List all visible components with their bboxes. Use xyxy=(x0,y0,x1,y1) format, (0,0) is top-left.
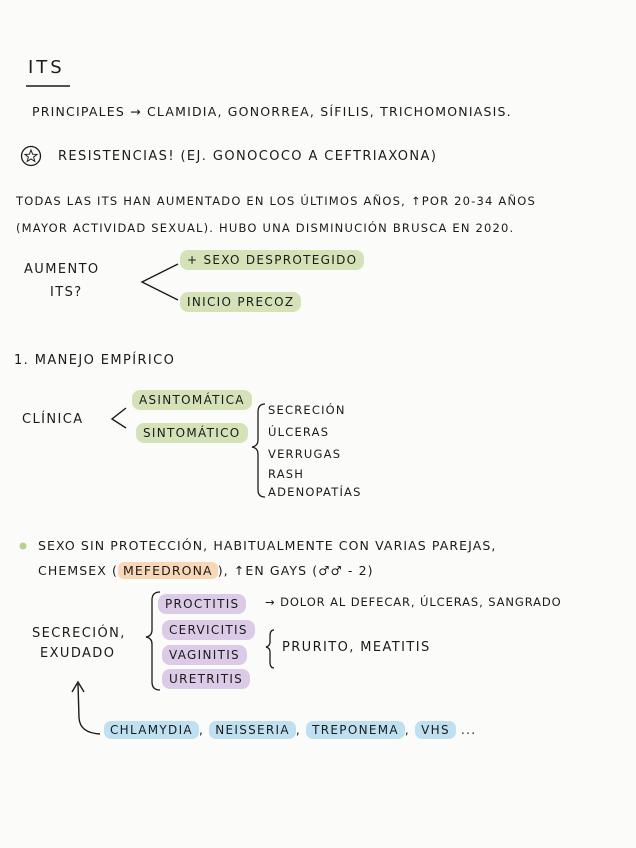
bullet-line-2-pre: CHEMSEX ( xyxy=(38,563,118,578)
aumento-branch-inicio-precoz: INICIO PRECOZ xyxy=(180,292,301,312)
secrecion-label-line-2: EXUDADO xyxy=(40,646,116,661)
secrecion-label-line-1: SECRECIÓN, xyxy=(32,626,126,641)
sintomatico-brace-icon xyxy=(252,404,265,497)
pathogens-ellipsis: ... xyxy=(461,723,477,737)
bullet-line-2 xyxy=(38,560,374,579)
star-icon xyxy=(25,150,37,161)
paragraph-line-1: TODAS LAS ITS HAN AUMENTADO EN LOS ÚLTIMOS AÑOS, ↑POR 20-34 AÑOS xyxy=(16,194,537,208)
pathogen-treponema: TREPONEMA xyxy=(306,721,405,739)
clinica-branch-sintomatico: SINTOMÁTICO xyxy=(136,423,248,443)
item-vaginitis: VAGINITIS xyxy=(162,645,247,665)
item-proctitis: PROCTITIS xyxy=(158,594,246,614)
symptom-item-verrugas: VERRUGAS xyxy=(268,447,342,461)
aumento-branch-sexo-desprotegido: + SEXO DESPROTEGIDO xyxy=(180,250,364,270)
group-brace-icon xyxy=(266,630,274,668)
bullet-dot-icon xyxy=(20,543,27,550)
pathogen-chlamydia: CHLAMYDIA xyxy=(104,721,199,739)
item-uretritis: URETRITIS xyxy=(162,669,250,689)
pathogens-line: CHLAMYDIA , NEISSERIA , TREPONEMA , VHS ... xyxy=(104,722,476,738)
clinica-label: CLÍNICA xyxy=(22,412,84,427)
symptom-item-adenopatias: ADENOPATÍAS xyxy=(268,485,362,499)
symptom-item-secrecion: SECRECIÓN xyxy=(268,403,346,417)
pathogen-vhs: VHS xyxy=(415,721,456,739)
bullet-line-1: SEXO SIN PROTECCIÓN, HABITUALMENTE CON VARIAS PAREJAS, xyxy=(38,538,497,553)
aumento-bracket-icon xyxy=(142,264,178,300)
bullet-line-2-post: ), ↑EN GAYS (♂♂ - 2) xyxy=(217,563,374,578)
symptom-item-rash: RASH xyxy=(268,467,305,481)
symptom-item-ulceras: ÚLCERAS xyxy=(268,425,330,439)
resistencias-line: RESISTENCIAS! (EJ. GONOCOCO A CEFTRIAXONA) xyxy=(58,149,438,164)
clinica-bracket-icon xyxy=(112,408,126,428)
proctitis-symptoms: → DOLOR AL DEFECAR, ÚLCERAS, SANGRADO xyxy=(265,595,562,609)
up-arrow-line xyxy=(78,684,100,734)
principales-line: PRINCIPALES → CLAMIDIA, GONORREA, SÍFILIS, TRICHOMONIASIS. xyxy=(32,104,512,119)
aumento-label-line-1: AUMENTO xyxy=(24,262,100,277)
mefedrona-highlight: MEFEDRONA xyxy=(118,562,218,579)
group-symptoms: PRURITO, MEATITIS xyxy=(282,640,431,655)
item-cervicitis: CERVICITIS xyxy=(162,620,255,640)
paragraph-line-2: (MAYOR ACTIVIDAD SEXUAL). HUBO UNA DISMINUCIÓN BRUSCA EN 2020. xyxy=(16,221,515,235)
pathogen-neisseria: NEISSERIA xyxy=(209,721,296,739)
aumento-label-line-2: ITS? xyxy=(50,285,83,300)
page-title: ITS xyxy=(28,57,65,78)
section-heading: 1. MANEJO EMPÍRICO xyxy=(14,353,176,368)
clinica-branch-asintomatica: ASINTOMÁTICA xyxy=(132,390,252,410)
